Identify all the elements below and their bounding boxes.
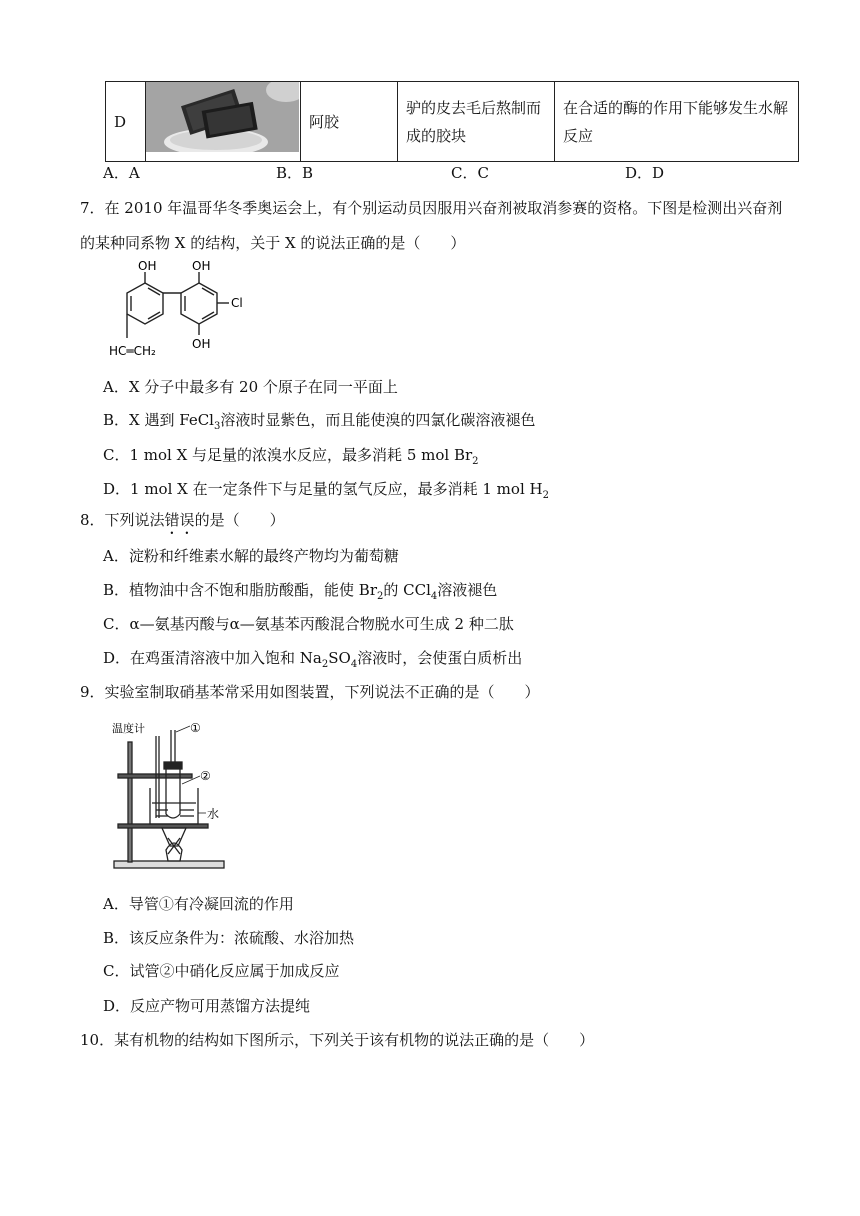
thermometer-label: 温度计 (112, 722, 145, 735)
vinyl-label: HC═CH₂ (109, 344, 156, 358)
q8-stem-post: 的是（ ） (194, 511, 285, 529)
q9-option-a[interactable]: A．导管①有冷凝回流的作用 (103, 895, 294, 913)
q8-option-c[interactable]: C．α—氨基丙酸与α—氨基苯丙酸混合物脱水可生成 2 种二肽 (103, 615, 514, 633)
gelatin-photo-cell (146, 82, 301, 162)
q8-stem-emphasis: 错误 (164, 511, 195, 529)
tube1-label: ① (190, 721, 201, 735)
row-letter: D (106, 82, 146, 162)
molecule-x-structure (105, 258, 265, 363)
q7-option-b[interactable] (103, 409, 535, 431)
oh-label-1: OH (138, 259, 157, 273)
q8-d-text1: D．在鸡蛋清溶液中加入饱和 Na (103, 649, 322, 667)
q9-option-d[interactable]: D．反应产物可用蒸馏方法提纯 (103, 997, 311, 1015)
q8-d-text2: SO (328, 649, 351, 667)
water-label: 水 (207, 807, 220, 821)
oh-label-3: OH (192, 337, 211, 351)
q8-stem (80, 509, 285, 538)
q7-c-text: C．1 mol X 与足量的浓溴水反应，最多消耗 5 mol Br (103, 446, 473, 464)
q7-b-text2: 溶液时显紫色，而且能使溴的四氯化碳溶液褪色 (220, 411, 536, 429)
q7-c-sub: 2 (472, 456, 479, 467)
q6-option-c[interactable]: C．C (451, 164, 489, 182)
row-name: 阿胶 (301, 82, 398, 162)
q9-option-b[interactable]: B．该反应条件为：浓硫酸、水浴加热 (103, 929, 355, 947)
q8-option-b[interactable] (103, 579, 497, 601)
row-property: 在合适的酶的作用下能够发生水解反应 (555, 82, 799, 162)
cl-label: Cl (231, 296, 243, 310)
q8-b-sub1: 2 (377, 591, 384, 602)
q8-option-a[interactable]: A．淀粉和纤维素水解的最终产物均为葡萄糖 (103, 547, 399, 565)
q7-stem-line2: 的某种同系物 X 的结构，关于 X 的说法正确的是（ ） (80, 234, 466, 252)
q8-option-d[interactable] (103, 647, 522, 669)
q9-option-c[interactable]: C．试管②中硝化反应属于加成反应 (103, 962, 340, 980)
q7-option-c[interactable] (103, 444, 479, 466)
q8-d-text3: 溶液时，会使蛋白质析出 (357, 649, 523, 667)
oh-label-2: OH (192, 259, 211, 273)
q7-b-sub: 3 (213, 421, 221, 432)
q6-options (103, 162, 803, 184)
tube2-label: ② (200, 769, 211, 783)
gelatin-blocks-photo-icon (146, 82, 299, 152)
q9-stem: 9．实验室制取硝基苯常采用如图装置，下列说法不正确的是（ ） (80, 683, 540, 701)
q7-stem-line1: 7．在 2010 年温哥华冬季奥运会上，有个别运动员因服用兴奋剂被取消参赛的资格。下图是检测出兴奋剂 (80, 199, 783, 217)
q8-b-text1: B．植物油中含不饱和脂肪酸酯，能使 Br (103, 581, 377, 599)
q7-b-text1: B．X 遇到 FeCl (103, 411, 214, 429)
row-source: 驴的皮去毛后熬制而成的胶块 (398, 82, 555, 162)
q8-stem-pre: 8．下列说法 (80, 511, 165, 529)
q8-b-sub2: 4 (430, 591, 438, 602)
q8-d-sub1: 2 (321, 659, 329, 670)
q6-option-a[interactable]: A．A (103, 164, 140, 182)
table-row (106, 82, 799, 162)
q6-option-b[interactable]: B．B (276, 164, 314, 182)
q7-option-d[interactable] (103, 478, 549, 500)
q7-d-text: D．1 mol X 在一定条件下与足量的氢气反应，最多消耗 1 mol H (103, 480, 543, 498)
q7-d-sub: 2 (542, 490, 549, 501)
q10-stem: 10．某有机物的结构如下图所示，下列关于该有机物的说法正确的是（ ） (80, 1031, 595, 1049)
q7-option-a[interactable]: A．X 分子中最多有 20 个原子在同一平面上 (103, 378, 398, 396)
option-table (105, 81, 799, 162)
q8-b-text2: 的 CCl (383, 581, 431, 599)
q8-d-sub2: 4 (350, 659, 358, 670)
nitration-apparatus-diagram (110, 718, 230, 873)
q8-b-text3: 溶液褪色 (437, 581, 498, 599)
q6-option-d[interactable]: D．D (625, 164, 665, 182)
